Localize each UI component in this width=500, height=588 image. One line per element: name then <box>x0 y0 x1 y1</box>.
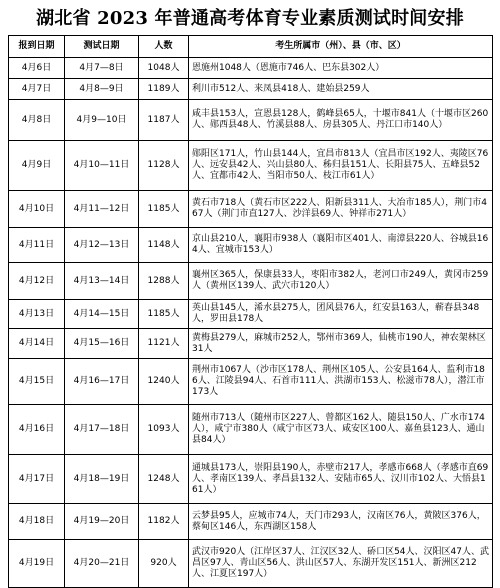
areas-cell: 英山县145人，浠水县275人，团风县76人，红安县163人，蕲春县348人，罗田县178人 <box>189 300 493 329</box>
areas-cell: 襄州区365人，保康县33人，枣阳市382人，老河口市249人，黄冈市259人（黄州区139人、武穴市120人） <box>189 263 493 300</box>
test-date-cell: 4月18—19日 <box>65 455 139 504</box>
test-date-cell: 4月10—11日 <box>65 141 139 191</box>
report-date-cell: 4月9日 <box>9 141 65 191</box>
test-date-cell: 4月7—8日 <box>65 58 139 79</box>
report-date-cell: 4月7日 <box>9 79 65 100</box>
table-row <box>9 191 493 228</box>
table-row <box>9 58 493 79</box>
areas-cell: 随州市713人（随州市区227人、曾都区162人、随县150人、广水市174人），咸宁市380人（咸宁市区73人、咸安区100人、嘉鱼县123人、通山县84人） <box>189 405 493 455</box>
table-row <box>9 359 493 405</box>
areas-cell: 郧阳区171人，竹山县144人，宜昌市813人（宜昌市区192人、夷陵区76人、远安县42人、兴山县80人、秭归县151人、长阳县75人、五峰县52人、宜都市42人、当阳市50人、枝江市61人） <box>189 141 493 191</box>
count-cell: 1240人 <box>139 359 189 405</box>
report-date-cell: 4月19日 <box>9 540 65 588</box>
report-date-cell: 4月6日 <box>9 58 65 79</box>
schedule-table <box>8 35 493 588</box>
report-date-cell: 4月16日 <box>9 405 65 455</box>
areas-cell: 咸丰县153人，宣恩县128人，鹤峰县65人，十堰市841人（十堰市区260人、郧西县48人、竹溪县88人、房县305人、丹江口市140人） <box>189 100 493 141</box>
table-row <box>9 100 493 141</box>
header-areas: 考生所属市（州）、县（市、区） <box>189 36 493 58</box>
report-date-cell: 4月13日 <box>9 300 65 329</box>
table-row <box>9 455 493 504</box>
header-report-date: 报到日期 <box>9 36 65 58</box>
areas-cell: 京山县210人，襄阳市938人（襄阳市区401人、南漳县220人、谷城县164人、宜城市153人） <box>189 228 493 263</box>
count-cell: 1093人 <box>139 405 189 455</box>
report-date-cell: 4月17日 <box>9 455 65 504</box>
table-row <box>9 79 493 100</box>
count-cell: 1185人 <box>139 300 189 329</box>
count-cell: 1189人 <box>139 79 189 100</box>
count-cell: 1185人 <box>139 191 189 228</box>
test-date-cell: 4月20—21日 <box>65 540 139 588</box>
test-date-cell: 4月9—10日 <box>65 100 139 141</box>
table-header-row <box>9 36 493 58</box>
count-cell: 1048人 <box>139 58 189 79</box>
test-date-cell: 4月8—9日 <box>65 79 139 100</box>
test-date-cell: 4月15—16日 <box>65 329 139 359</box>
table-row <box>9 300 493 329</box>
header-count: 人数 <box>139 36 189 58</box>
table-row <box>9 263 493 300</box>
test-date-cell: 4月13—14日 <box>65 263 139 300</box>
areas-cell: 黄石市718人（黄石市区222人、阳新县311人、大冶市185人），荆门市467人（荆门市直127人、沙洋县69人、钟祥市271人） <box>189 191 493 228</box>
count-cell: 1128人 <box>139 141 189 191</box>
count-cell: 1248人 <box>139 455 189 504</box>
count-cell: 1288人 <box>139 263 189 300</box>
table-row <box>9 329 493 359</box>
test-date-cell: 4月19—20日 <box>65 504 139 540</box>
count-cell: 1121人 <box>139 329 189 359</box>
report-date-cell: 4月18日 <box>9 504 65 540</box>
areas-cell: 利川市512人、来凤县418人、建始县259人 <box>189 79 493 100</box>
areas-cell: 恩施州1048人（恩施市746人、巴东县302人） <box>189 58 493 79</box>
page-title: 湖北省 2023 年普通高考体育专业素质测试时间安排 <box>36 8 464 29</box>
table-row <box>9 405 493 455</box>
table-row <box>9 504 493 540</box>
header-test-date: 测试日期 <box>65 36 139 58</box>
test-date-cell: 4月12—13日 <box>65 228 139 263</box>
areas-cell: 通城县173人，崇阳县190人，赤壁市217人，孝感市668人（孝感市直69人、孝南区139人、孝昌县132人、安陆市65人、汉川市102人、大悟县161人） <box>189 455 493 504</box>
areas-cell: 云梦县95人，应城市74人，天门市293人，汉南区76人，黄陂区376人，蔡甸区146人，东西湖区158人 <box>189 504 493 540</box>
areas-cell: 武汉市920人（江岸区37人、江汉区32人、硚口区54人、汉阳区47人、武昌区97人、青山区56人、洪山区57人、东湖开发区151人、新洲区212人、江夏区197人） <box>189 540 493 588</box>
report-date-cell: 4月14日 <box>9 329 65 359</box>
report-date-cell: 4月11日 <box>9 228 65 263</box>
areas-cell: 黄梅县279人，麻城市252人，鄂州市369人，仙桃市190人，神农架林区31人 <box>189 329 493 359</box>
table-row <box>9 228 493 263</box>
count-cell: 1148人 <box>139 228 189 263</box>
report-date-cell: 4月15日 <box>9 359 65 405</box>
test-date-cell: 4月17—18日 <box>65 405 139 455</box>
report-date-cell: 4月8日 <box>9 100 65 141</box>
report-date-cell: 4月12日 <box>9 263 65 300</box>
table-row <box>9 141 493 191</box>
table-row <box>9 540 493 588</box>
count-cell: 1182人 <box>139 504 189 540</box>
test-date-cell: 4月14—15日 <box>65 300 139 329</box>
areas-cell: 荆州市1067人（沙市区178人、荆州区105人、公安县164人、监利市186人、江陵县94人、石首市111人、洪湖市153人、松滋市78人），潜江市173人 <box>189 359 493 405</box>
count-cell: 920人 <box>139 540 189 588</box>
test-date-cell: 4月11—12日 <box>65 191 139 228</box>
test-date-cell: 4月16—17日 <box>65 359 139 405</box>
report-date-cell: 4月10日 <box>9 191 65 228</box>
count-cell: 1187人 <box>139 100 189 141</box>
